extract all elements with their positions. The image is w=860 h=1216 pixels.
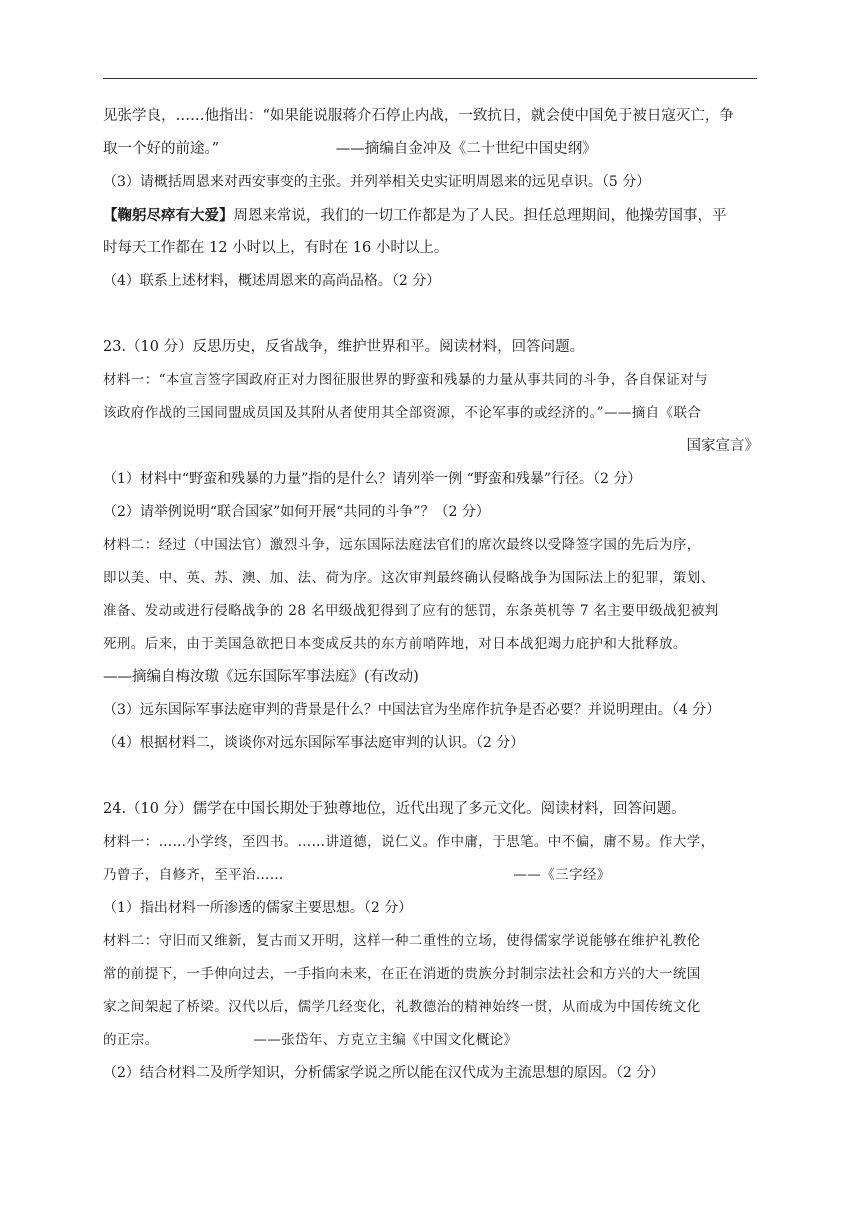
header-rule xyxy=(103,78,757,79)
question-23-3: （3）远东国际军事法庭审判的背景是什么？中国法官为坐席作抗争是否必要？并说明理由。（4 分） xyxy=(103,702,721,718)
material-line: 即以美、中、英、苏、澳、加、法、荷为序。这次审判最终确认侵略战争为国际法上的犯罪，策划、 xyxy=(103,570,715,586)
quote-end: 取一个好的前途。” xyxy=(103,141,220,157)
paragraph-line xyxy=(103,133,759,166)
material-line xyxy=(103,1024,759,1057)
paragraph-line: 时每天工作都在 12 小时以上，有时在 16 小时以上。 xyxy=(103,240,449,256)
question-23-2: （2）请举例说明“联合国家”如何开展“共同的斗争”？（2 分） xyxy=(103,504,490,520)
material-line: 死刑。后来，由于美国急欲把日本变成反共的东方前哨阵地，对日本战犯竭力庇护和大批释放。 xyxy=(103,636,687,652)
material-line: 国家宣言》 xyxy=(686,438,759,454)
question-24-1: （1）指出材料一所渗透的儒家主要思想。（2 分） xyxy=(103,900,413,916)
material-line: 准备、发动或进行侵略战争的 28 名甲级战犯得到了应有的惩罚，东条英机等 7 名主要甲级战犯被判 xyxy=(103,603,719,619)
question-23-1: （1）材料中“野蛮和残暴的力量”指的是什么？请列举一例 “野蛮和残暴”行径。（2 分） xyxy=(103,471,642,487)
source-citation: ——张岱年、方克立主编《中国文化概论》 xyxy=(253,1032,518,1048)
document-body xyxy=(103,100,759,1090)
material-line: 家之间架起了桥梁。汉代以后，儒学几经变化，礼教德治的精神始终一贯，从而成为中国传统文化 xyxy=(103,999,701,1015)
section-tag: 【鞠躬尽瘁有大爱】 xyxy=(103,207,234,224)
question-24-2: （2）结合材料二及所学知识，分析儒家学说之所以能在汉代成为主流思想的原因。（2 分） xyxy=(103,1065,665,1081)
question-22-4: （4）联系上述材料，概述周恩来的高尚品格。（2 分） xyxy=(103,273,441,289)
question-23-4: （4）根据材料二，谈谈你对远东国际军事法庭审判的认识。（2 分） xyxy=(103,735,525,751)
material-line: 材料二：经过（中国法官）激烈斗争，远东国际法庭法官们的席次最终以受降签字国的先后为序， xyxy=(103,537,701,553)
material-text: 的正宗。 xyxy=(103,1032,159,1048)
source-citation: ——摘编自梅汝璈《远东国际军事法庭》(有改动) xyxy=(103,669,419,685)
paragraph-line xyxy=(103,199,759,232)
source-citation: ——《三字经》 xyxy=(513,867,611,883)
question-22-3: （3）请概括周恩来对西安事变的主张。并列举相关史实证明周恩来的远见卓识。（5 分） xyxy=(103,174,651,190)
source-citation: ——摘编自金冲及《二十世纪中国史纲》 xyxy=(335,141,597,157)
question-23-title: 23.（10 分）反思历史，反省战争，维护世界和平。阅读材料，回答问题。 xyxy=(103,339,585,355)
question-24-title: 24.（10 分）儒学在中国长期处于独尊地位，近代出现了多元文化。阅读材料，回答问题。 xyxy=(103,801,686,817)
material-line: 材料二：守旧而又维新，复古而又开明，这样一种二重性的立场，使得儒家学说能够在维护礼教伦 xyxy=(103,933,701,949)
material-line: 材料一：……小学终，至四书。……讲道德，说仁义。作中庸，于思笔。中不偏，庸不易。作大学， xyxy=(103,834,715,850)
material-line: 常的前提下，一手伸向过去，一手指向未来，在正在消逝的贵族分封制宗法社会和方兴的大一统国 xyxy=(103,966,701,982)
tag-text: 周恩来常说，我们的一切工作都是为了人民。担任总理期间，他操劳国事，平 xyxy=(233,208,727,224)
material-line: 材料一：“本宣言签字国政府正对力图征服世界的野蛮和残暴的力量从事共同的斗争，各自保证对与 xyxy=(103,372,708,388)
material-line xyxy=(103,859,759,892)
paragraph-line: 见张学良，……他指出：“如果能说服蒋介石停止内战，一致抗日，就会使中国免于被日寇灭亡，争 xyxy=(103,108,734,124)
material-text: 乃曾子，自修齐，至平治…… xyxy=(103,867,284,883)
material-line: 该政府作战的三国同盟成员国及其附从者使用其全部资源，不论军事的或经济的。”——摘自《联合 xyxy=(103,405,702,421)
